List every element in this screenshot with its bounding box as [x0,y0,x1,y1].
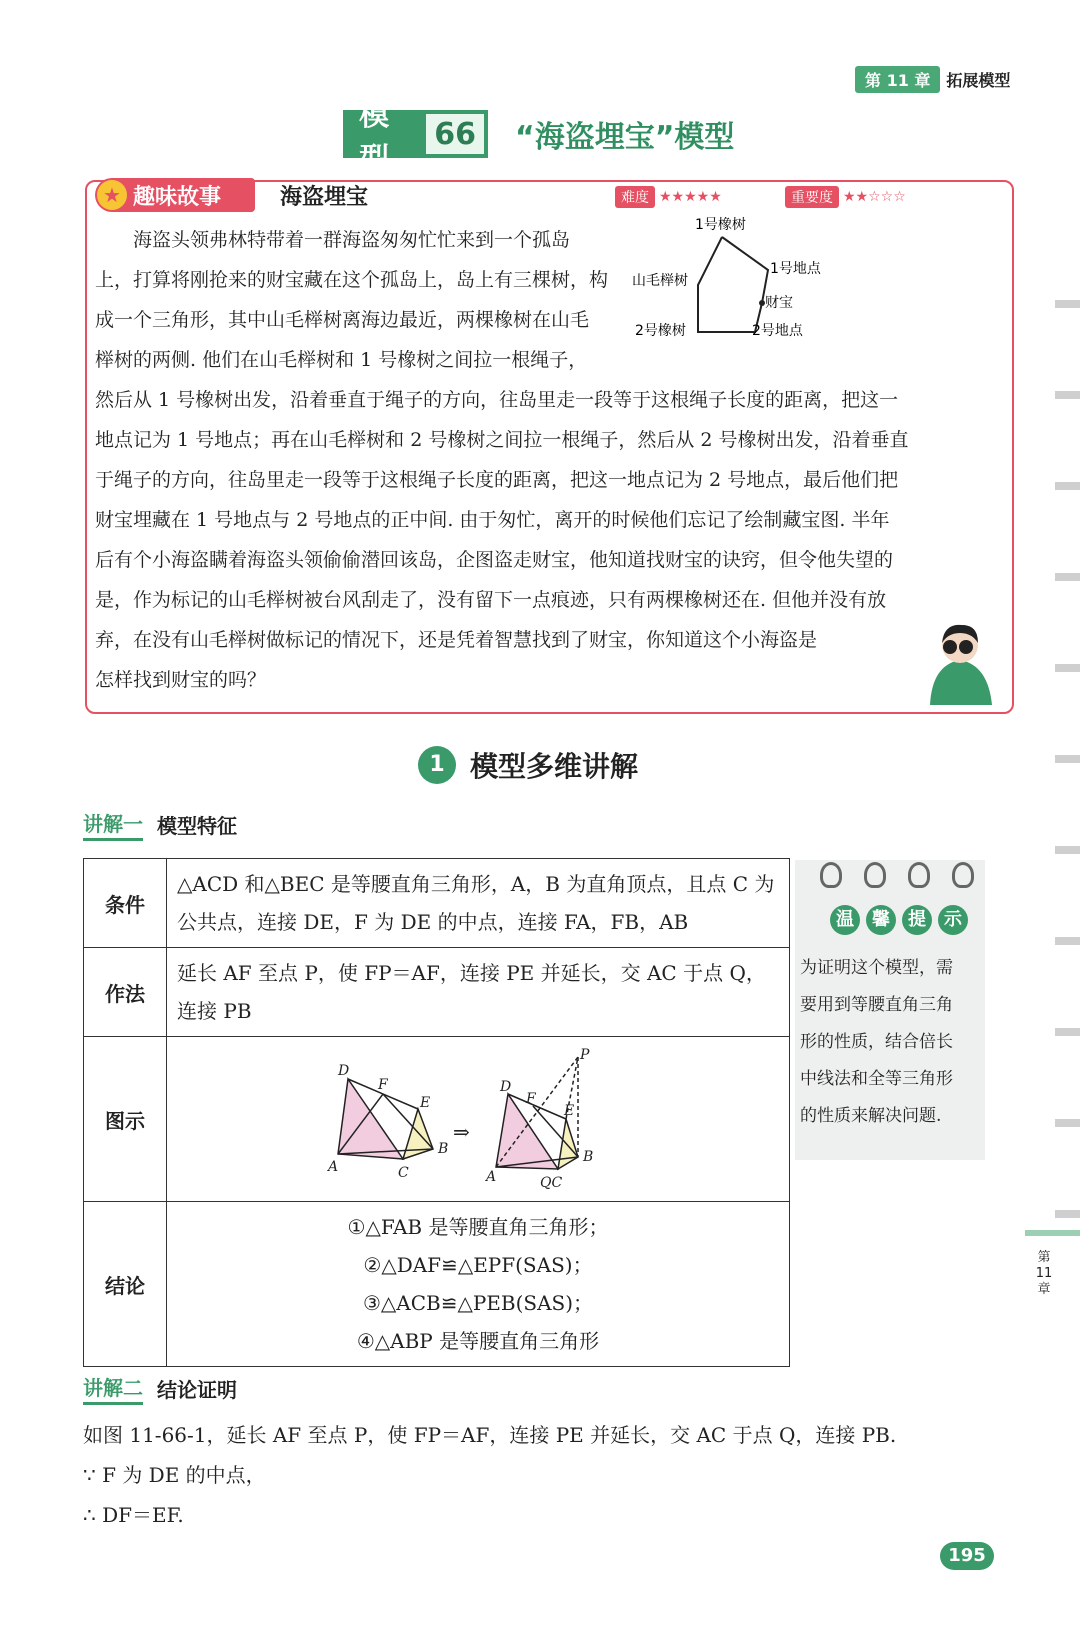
ring-icon [908,862,930,888]
tips-line: 形的性质，结合倍长 [800,1032,953,1052]
tips-line: 中线法和全等三角形 [800,1069,953,1089]
explain-2-key: 讲解二 [83,1372,143,1405]
story-tag [95,178,255,212]
tips-line: 为证明这个模型，需 [800,958,953,978]
svg-text:D: D [338,1063,350,1079]
section-number: 1 [418,746,456,784]
ring-icon [864,862,886,888]
tips-line: 的性质来解决问题. [800,1106,942,1126]
difficulty-stars: ★★★★★ [659,189,722,205]
proof-text [83,1415,1003,1535]
star-icon: ★ [97,180,127,210]
story-line: 上，打算将刚抢来的财宝藏在这个孤岛上，岛上有三棵树，构 [95,269,609,291]
svg-text:F: F [526,1091,536,1107]
story-line: 后有个小海盗瞒着海盗头领偷偷潜回该岛，企图盗走财宝，他知道找财宝的诀窍，但令他失望的 [95,549,894,571]
concl-item: ③△ACB≌△PEB(SAS)； [362,1291,594,1315]
treasure-label: 财宝 [765,295,793,311]
chapter-tag [855,66,1010,92]
concl-item: ④△ABP 是等腰直角三角形 [356,1329,600,1353]
spot1-label: 1号地点 [770,261,821,277]
side-chapter-tab [1034,1250,1054,1298]
explain-2-heading [83,1372,237,1405]
table-row [84,859,790,948]
tips-heading [830,905,968,935]
chapter-number: 第 11 章 [855,66,940,93]
story-line: 怎样找到财宝的吗？ [95,669,267,691]
tips-char: 温 [830,905,860,935]
ring-icon [952,862,974,888]
explain-1-key: 讲解一 [83,808,143,841]
table-row [84,1037,790,1202]
explain-1-title: 模型特征 [157,814,237,838]
geometry-figure [328,1049,628,1189]
story-title: 海盗埋宝 [280,185,369,210]
svg-text:A: A [486,1169,497,1185]
concl-cell [167,1202,790,1367]
tips-char: 示 [938,905,968,935]
proof-line: ∴ DF＝EF. [83,1503,184,1527]
svg-text:⇒: ⇒ [453,1120,470,1144]
model-badge [343,98,488,177]
oak1-label: 1号橡树 [695,217,746,233]
explain-1-heading [83,808,237,841]
side-marks [1055,300,1080,1301]
beech-label: 山毛榉树 [632,273,688,289]
svg-text:P: P [580,1047,590,1063]
cond-label: 条件 [84,859,167,948]
svg-text:B: B [438,1141,449,1157]
concl-item: ②△DAF≌△EPF(SAS)； [363,1253,593,1277]
difficulty-rating [615,186,722,208]
side-tab-char: 章 [1037,1282,1051,1297]
island-diagram [632,215,840,345]
tips-line: 要用到等腰直角三角 [800,995,953,1015]
svg-text:E: E [420,1095,431,1111]
svg-text:C: C [398,1165,409,1181]
tips-text [800,950,980,1135]
method-text: 延长 AF 至点 P，使 FP＝AF，连接 PE 并延长，交 AC 于点 Q，连接 PB [167,948,790,1037]
story-line: 然后从 1 号橡树出发，沿着垂直于绳子的方向，往岛里走一段等于这根绳子长度的距离，把这一 [95,389,899,411]
section-title: 模型多维讲解 [470,750,639,783]
explain-2-title: 结论证明 [157,1378,237,1402]
story-text [95,220,995,700]
section-1-heading [418,745,638,785]
cond-text: △ACD 和△BEC 是等腰直角三角形，A，B 为直角顶点，且点 C 为公共点，连接 DE，F 为 DE 的中点，连接 FA，FB，AB [167,859,790,948]
proof-line: 如图 11-66-1，延长 AF 至点 P，使 FP＝AF，连接 PE 并延长，交 AC 于点 Q，连接 PB. [83,1423,897,1447]
story-line: 是，作为标记的山毛榉树被台风刮走了，没有留下一点痕迹，只有两棵橡树还在. 但他并没有放 [95,589,887,611]
story-line: 弃，在没有山毛榉树做标记的情况下，还是凭着智慧找到了财宝，你知道这个小海盗是 [95,629,818,651]
svg-text:D: D [500,1079,512,1095]
side-tab-char: 第 [1037,1250,1051,1265]
importance-label: 重要度 [785,186,839,208]
svg-text:E: E [564,1103,575,1119]
importance-rating [785,186,906,208]
method-label: 作法 [84,948,167,1037]
oak2-label: 2号橡树 [635,323,686,339]
table-row [84,1202,790,1367]
side-tab-char: 11 [1035,1266,1053,1281]
figure-label: 图示 [84,1037,167,1202]
story-line: 于绳子的方向，往岛里走一段等于这根绳子长度的距离，把这一地点记为 2 号地点，最后他们把 [95,469,899,491]
ring-icon [820,862,842,888]
importance-stars: ★★☆☆☆ [843,189,906,205]
tips-char: 提 [902,905,932,935]
concl-label: 结论 [84,1202,167,1367]
svg-text:B: B [583,1149,594,1165]
page-number: 195 [940,1542,994,1570]
spot2-label: 2号地点 [752,323,803,339]
story-line: 财宝埋藏在 1 号地点与 2 号地点的正中间. 由于匆忙，离开的时候他们忘记了绘制藏宝图. 半年 [95,509,890,531]
proof-line: ∵ F 为 DE 的中点， [83,1463,266,1487]
model-number: 66 [426,114,484,154]
pirate-cartoon-icon [920,615,1000,705]
model-title: “海盗埋宝”模型 [515,120,735,155]
svg-text:QC: QC [540,1175,563,1191]
tips-rings [820,862,974,888]
story-line: 成一个三角形，其中山毛榉树离海边最近，两棵橡树在山毛 [95,309,590,331]
difficulty-label: 难度 [615,186,655,208]
table-row [84,948,790,1037]
feature-table [83,858,790,1367]
story-line: 榉树的两侧. 他们在山毛榉树和 1 号橡树之间拉一根绳子， [95,349,588,371]
tips-char: 馨 [866,905,896,935]
svg-text:A: A [328,1159,339,1175]
story-line: 海盗头领弗林特带着一群海盗匆匆忙忙来到一个孤岛 [133,229,571,251]
model-label: 模型 [359,98,389,177]
story-line: 地点记为 1 号地点；再在山毛榉树和 2 号橡树之间拉一根绳子，然后从 2 号橡树出发，沿着垂直 [95,429,909,451]
island-polygon [698,237,768,332]
story-tag-label: 趣味故事 [133,184,222,210]
chapter-name: 拓展模型 [946,70,1011,90]
svg-text:F: F [378,1077,388,1093]
figure-cell [167,1037,790,1202]
concl-item: ①△FAB 是等腰直角三角形； [347,1215,609,1239]
side-bar [1025,1230,1080,1236]
